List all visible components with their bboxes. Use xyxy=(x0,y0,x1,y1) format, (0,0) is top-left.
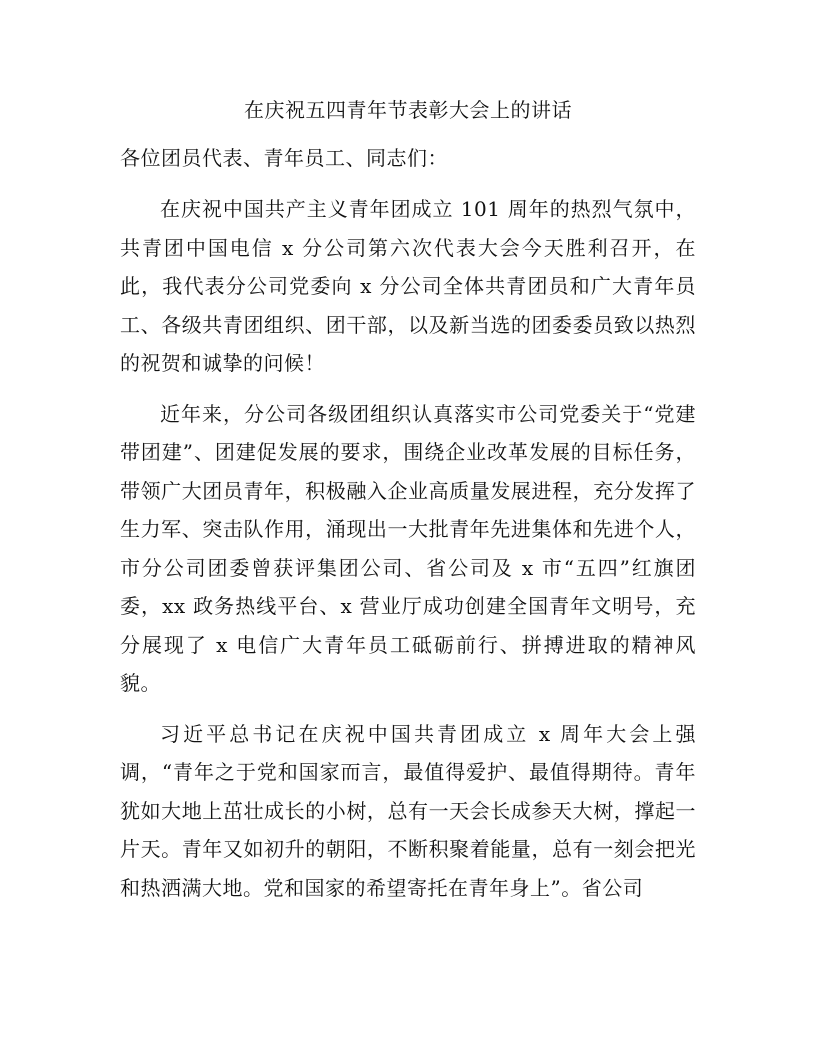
body-paragraph-3: 习近平总书记在庆祝中国共青团成立 x 周年大会上强调，“青年之于党和国家而言，最值得爱护、最值得期待。青年犹如大地上茁壮成长的小树，总有一天会长成参天大树，撑起一片天。青年又如初升的朝阳，不断积聚着能量，总有一刻会把光和热洒满大地。党和国家的希望寄托在青年身上”。省公司 xyxy=(120,721,696,900)
body-paragraph-1: 在庆祝中国共产主义青年团成立 101 周年的热烈气氛中，共青团中国电信 x 分公司第六次代表大会今天胜利召开，在此，我代表分公司党委向 x 分公司全体共青团员和广大青年员工、各级共青团组织、团干部，以及新当选的团委委员致以热烈的祝贺和诚挚的问候！ xyxy=(120,197,696,375)
document-page xyxy=(120,86,696,919)
body-paragraph-2: 近年来，分公司各级团组织认真落实市公司党委关于“党建带团建”、团建促发展的要求，围绕企业改革发展的目标任务，带领广大团员青年，积极融入企业高质量发展进程，充分发挥了生力军、突击队作用，涌现出一大批青年先进集体和先进个人，市分公司团委曾获评集团公司、省公司及 x 市“五四”红旗团委，xx 政务热线平台、x 营业厅成功创建全国青年文明号，充分展现了 x 电信广大青年员工砥砺前行、拼搏进取的精神风貌。 xyxy=(120,401,696,695)
document-title: 在庆祝五四青年节表彰大会上的讲话 xyxy=(244,98,572,122)
salutation: 各位团员代表、青年员工、同志们： xyxy=(120,146,448,170)
